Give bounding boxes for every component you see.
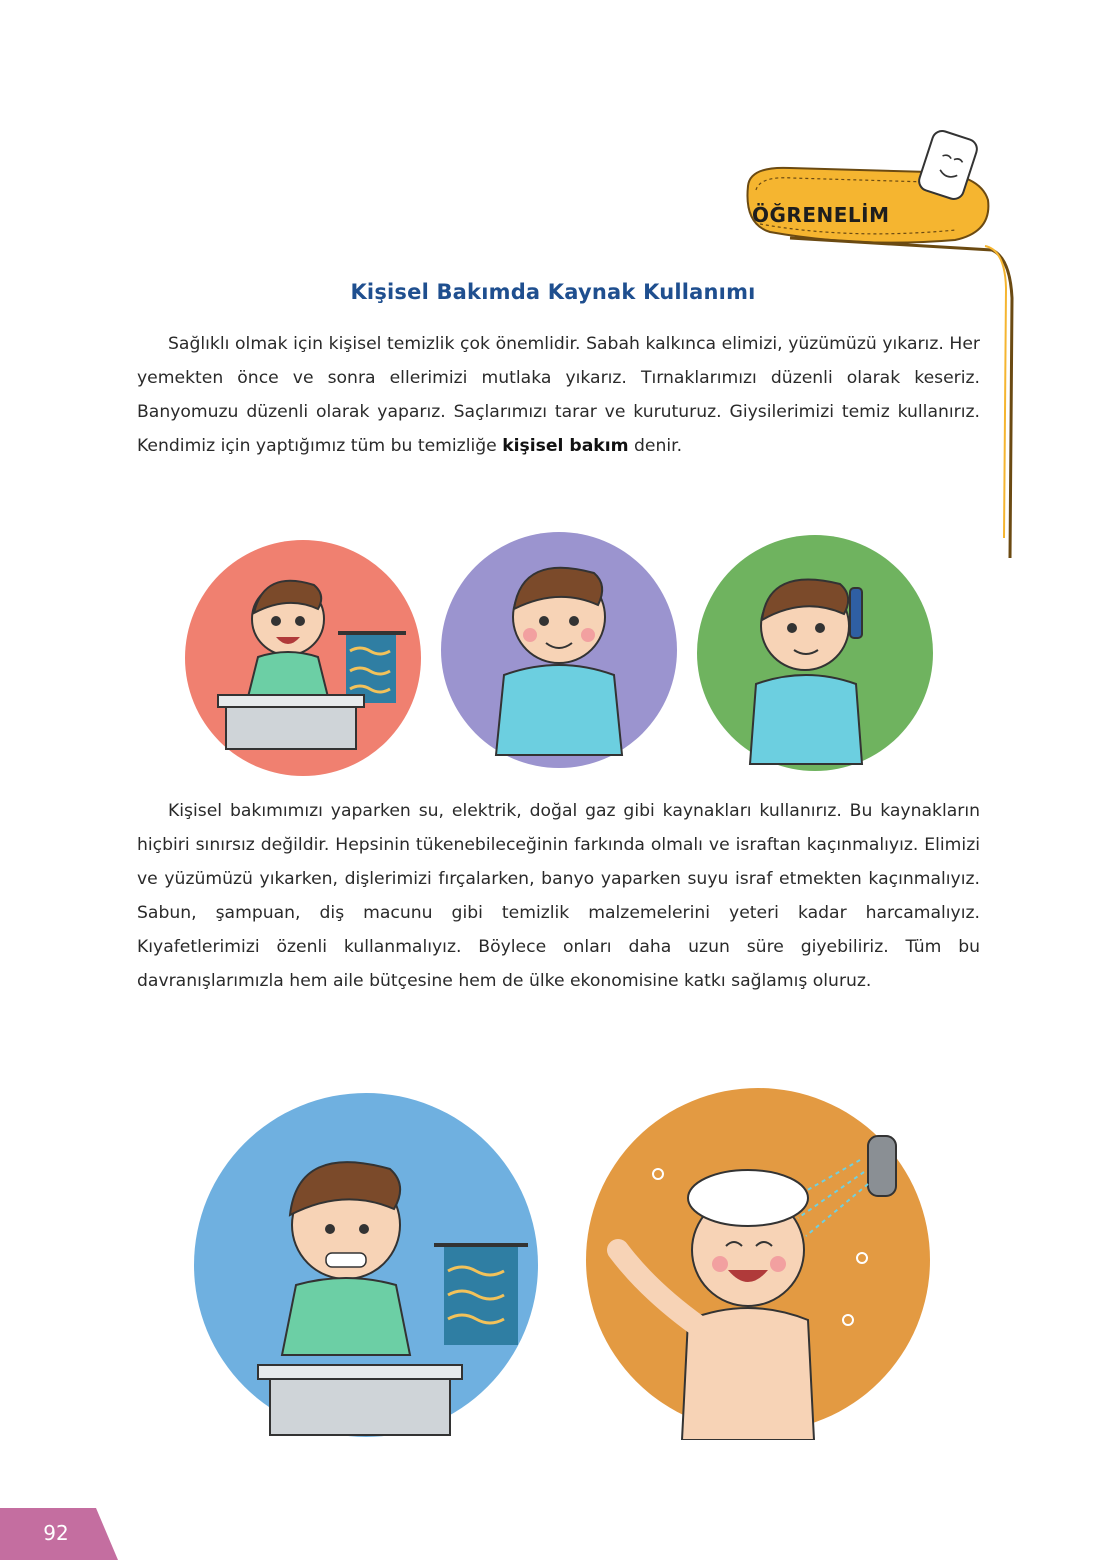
combing-hair-illustration [690, 528, 940, 778]
paragraph-intro-tail: denir. [628, 436, 683, 456]
paragraph-resources [137, 794, 980, 998]
paragraph-intro [137, 327, 980, 463]
paragraph-resources-text: Kişisel bakımımızı yaparken su, elektrik, doğal gaz gibi kaynakları kullanırız. Bu kaynakların hiçbiri sınırsız değildir. Hepsinin tükenebileceğinin farkında olmalı ve israftan kaçınmalıyız. Elimizi ve yüzümüzü yıkarken, dişlerimizi fırçalarken, banyo yaparken suyu israf etmekten kaçınmalıyız. Sabun, şampuan, diş macunu gibi temizlik malzemelerini yeteri kadar harcamalıyız. Kıyafetlerimizi özenli kullanmalıyız. Böylece onları daha uzun süre giyebiliriz. Tüm bu davranışlarımızla hem aile bütçesine hem de ülke ekonomisine katkı sağlamış oluruz. [137, 801, 980, 991]
page-number: 92 [43, 1521, 69, 1545]
bold-term: kişisel bakım [502, 436, 629, 456]
badge-label: ÖĞRENELİM [752, 203, 890, 227]
brushing-teeth-illustration [186, 1085, 546, 1445]
cutting-nails-illustration [434, 525, 684, 775]
paragraph-intro-text: Sağlıklı olmak için kişisel temizlik çok önemlidir. Sabah kalkınca elimizi, yüzümüzü yıkarız. Her yemekten önce ve sonra ellerimizi mutlaka yıkarız. Tırnaklarımızı düzenli olarak keseriz. Banyomuzu düzenli olarak yaparız. Saçlarımızı tarar ve kuruturuz. Giysilerimizi temiz kullanırız. Kendimiz için yaptığımız tüm bu temizliğe [137, 334, 980, 456]
washing-hands-illustration [178, 533, 428, 783]
showering-illustration [578, 1080, 938, 1440]
section-title: Kişisel Bakımda Kaynak Kullanımı [350, 280, 756, 304]
